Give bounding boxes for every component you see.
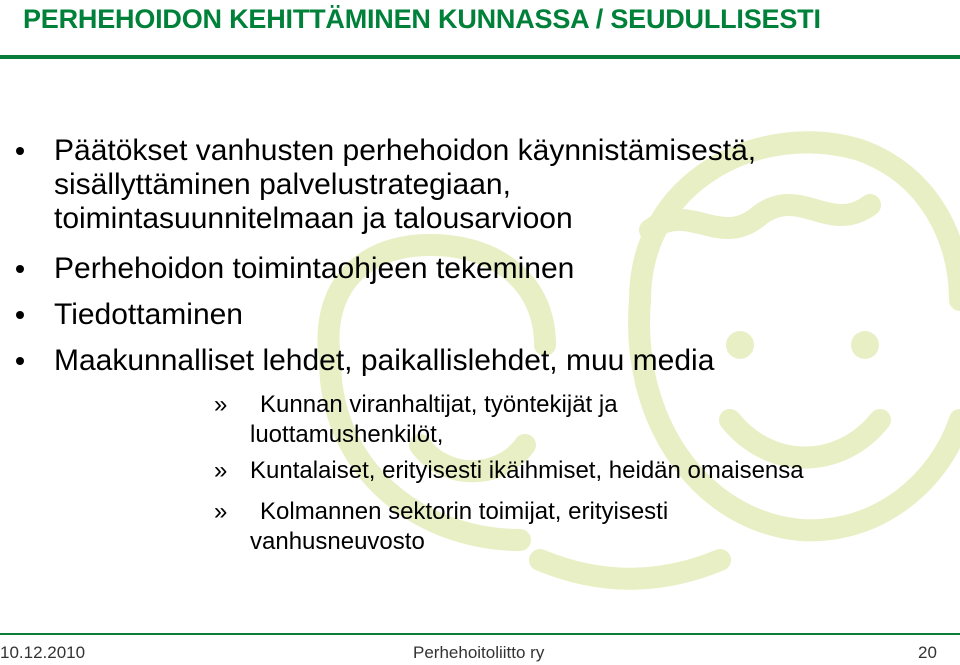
bullet-dot-icon	[16, 357, 24, 365]
bullet-line: toimintasuunnitelmaan ja talousarvioon	[54, 202, 573, 235]
subbullet-line: Kolmannen sektorin toimijat, erityisesti	[260, 498, 669, 525]
subbullet-line: Kuntalaiset, erityisesti ikäihmiset, heidän omaisensa	[250, 457, 804, 484]
bullet-item	[54, 298, 243, 332]
footer-organization: Perhehoitoliitto ry	[413, 643, 545, 662]
bullet-dot-icon	[16, 147, 24, 155]
bullet-line: Maakunnalliset lehdet, paikallislehdet, muu media	[54, 344, 715, 377]
raquo-marker: »	[214, 391, 228, 418]
subbullet-line: luottamushenkilöt,	[250, 421, 444, 448]
raquo-marker: »	[214, 498, 228, 525]
bullet-item	[54, 252, 574, 286]
subbullet-line: Kunnan viranhaltijat, työntekijät ja	[260, 391, 618, 418]
bullet-line: Perhehoidon toimintaohjeen tekeminen	[54, 252, 575, 285]
footer-date: 10.12.2010	[0, 643, 86, 662]
subbullet-item	[214, 390, 618, 450]
subbullet-item	[214, 456, 804, 486]
bullet-dot-icon	[16, 265, 24, 273]
bullet-dot-icon	[16, 311, 24, 319]
subbullet-item	[214, 497, 669, 557]
subbullet-line: vanhusneuvosto	[250, 528, 425, 555]
footer-divider	[0, 633, 960, 635]
bullet-line: Tiedottaminen	[54, 298, 243, 331]
bullet-item	[54, 344, 714, 378]
raquo-marker: »	[214, 457, 228, 484]
title-divider	[0, 55, 960, 59]
slide-title: PERHEHOIDON KEHITTÄMINEN KUNNASSA / SEUDULLISESTI	[23, 4, 821, 34]
bullet-item	[54, 134, 756, 236]
bullet-line: Päätökset vanhusten perhehoidon käynnistämisestä,	[54, 134, 757, 167]
page-number: 20	[918, 643, 937, 662]
bullet-line: sisällyttäminen palvelustrategiaan,	[54, 168, 511, 201]
